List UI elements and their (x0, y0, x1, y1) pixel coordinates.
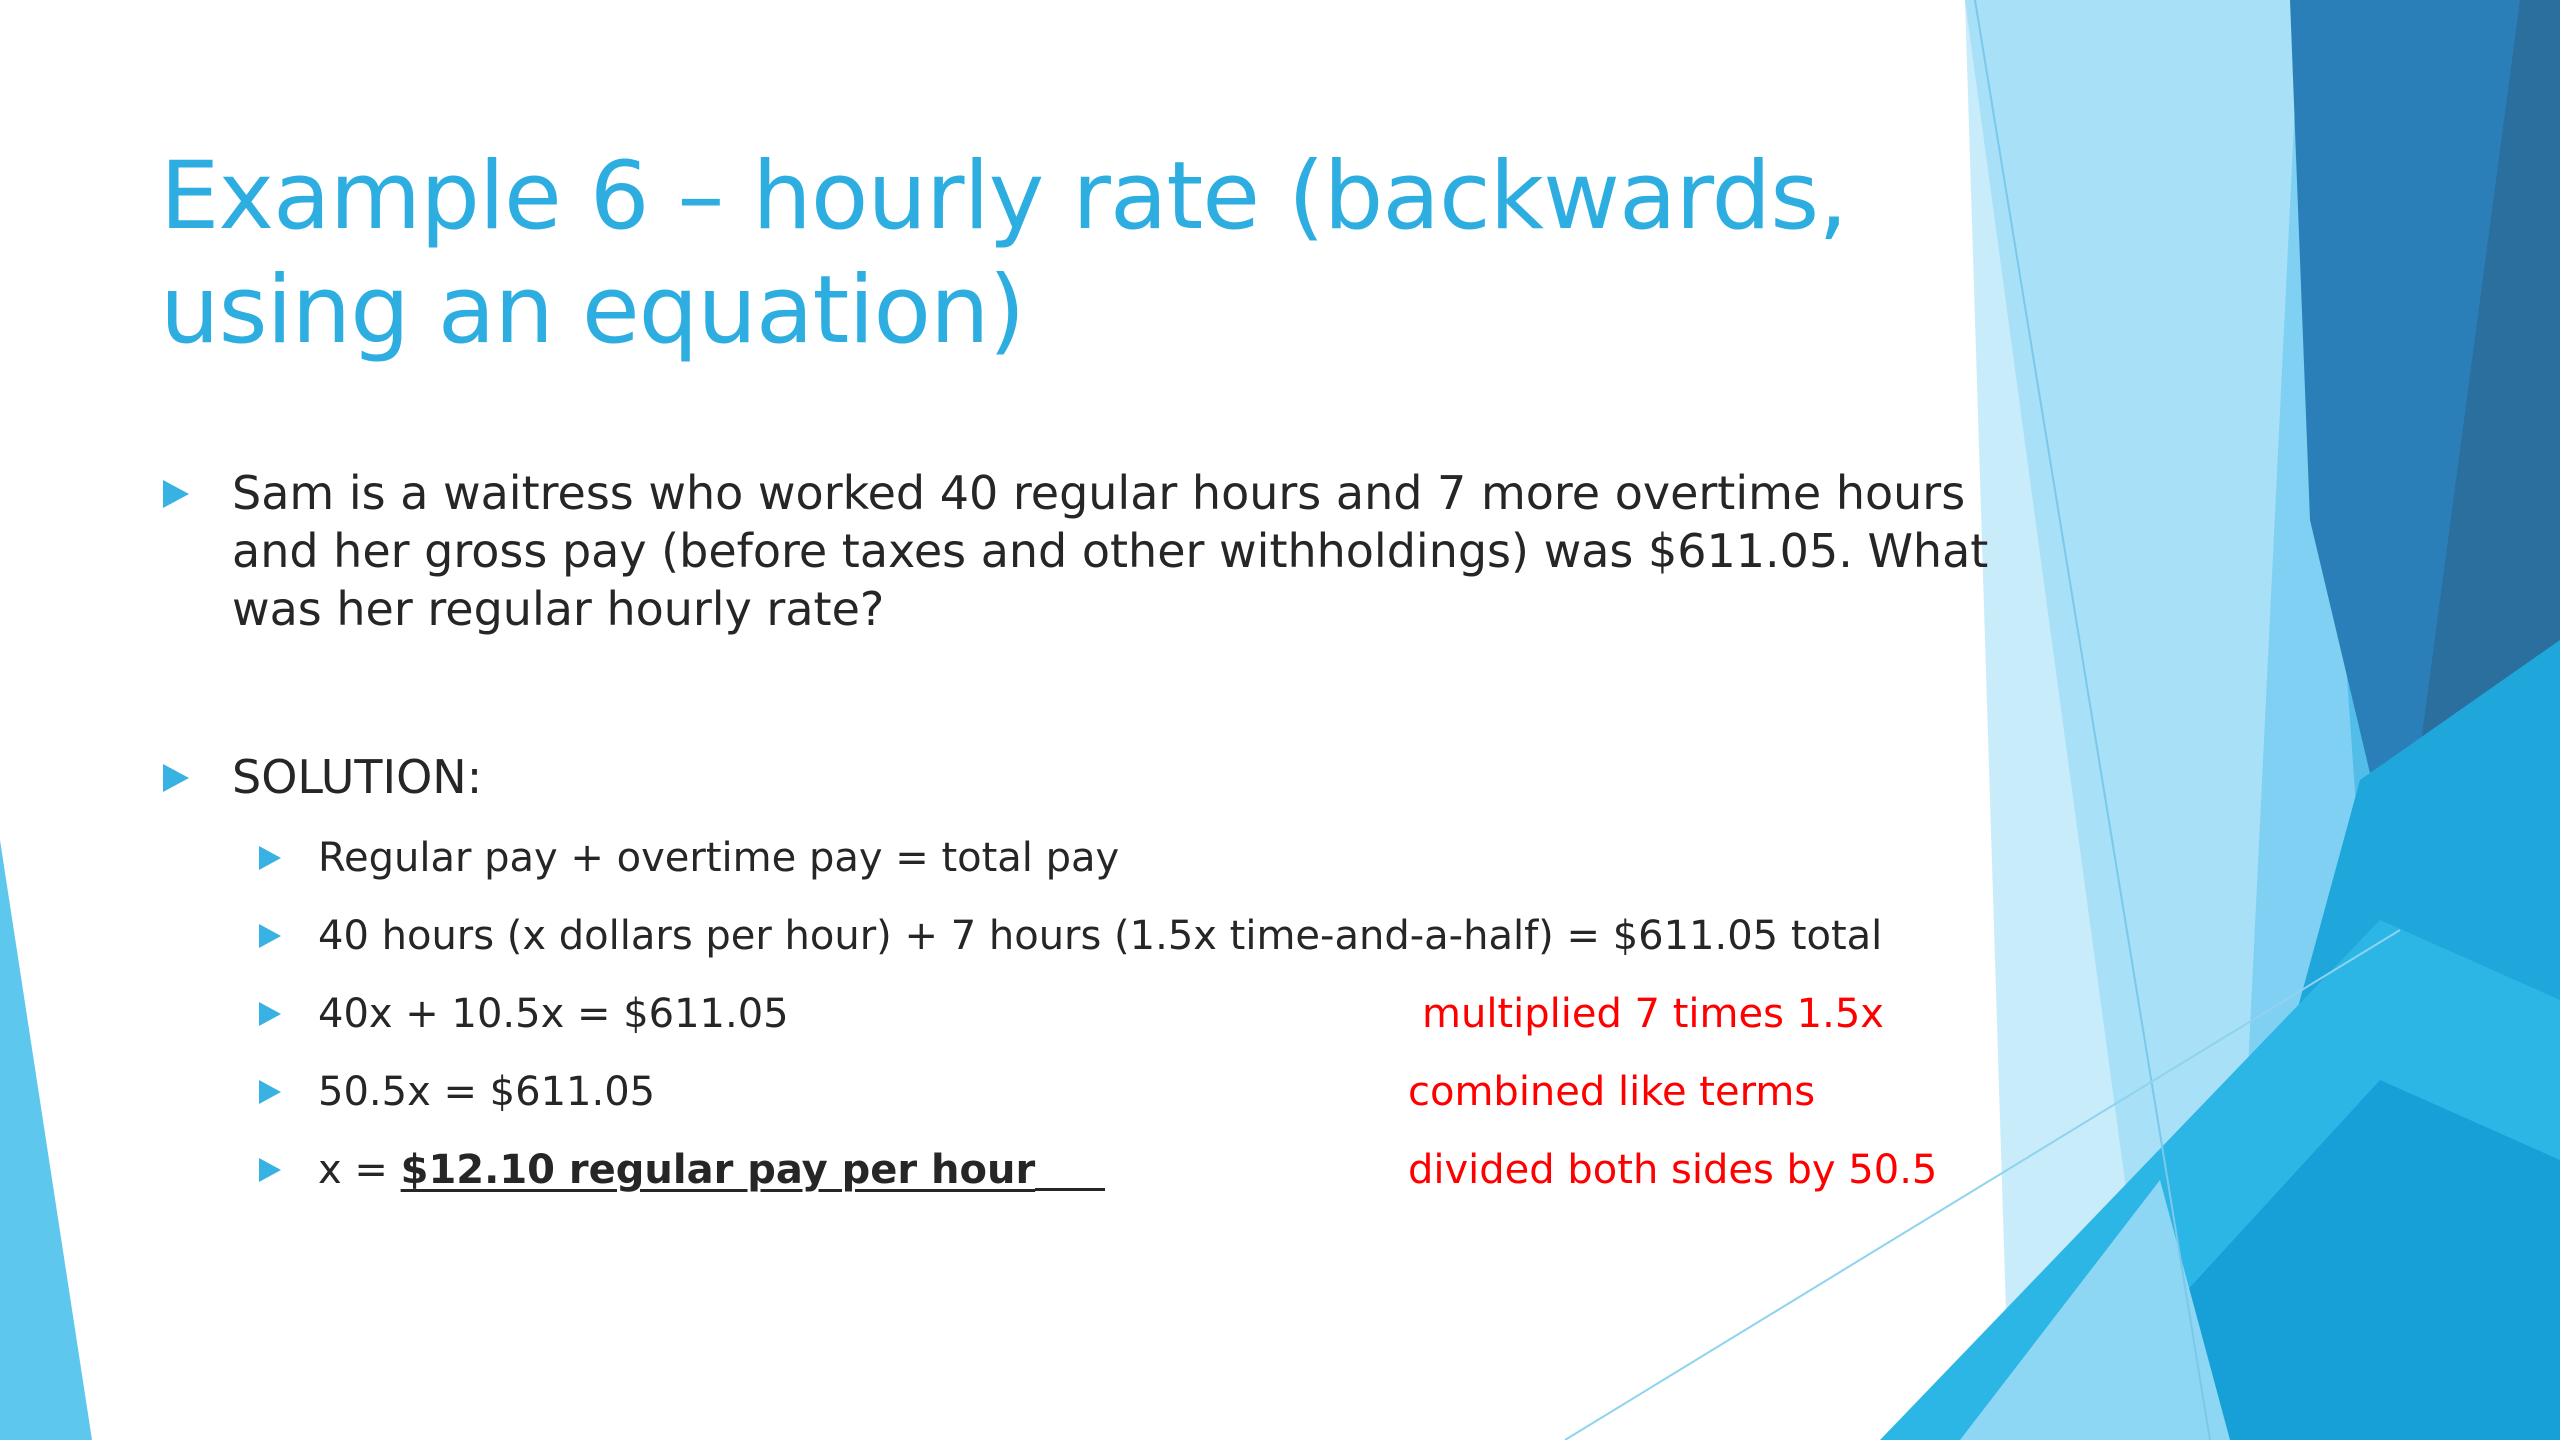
question-text: Sam is a waitress who worked 40 regular hours and 7 more overtime hours and her gross pay (before taxes and other withholdings) was $611.05. What was her regular hourly rate? (232, 466, 1989, 636)
step-text: Regular pay + overtime pay = total pay (318, 835, 1120, 881)
slide-title: Example 6 – hourly rate (backwards, using an equation) (160, 142, 1848, 365)
left-edge-shard (0, 840, 92, 1440)
step-note: divided both sides by 50.5 (1408, 1147, 1938, 1193)
answer-step (318, 1144, 1105, 1196)
solution-label: SOLUTION: (232, 750, 483, 804)
triangle-right-icon (259, 1002, 281, 1026)
triangle-right-icon (259, 1158, 281, 1182)
triangle-right-icon (259, 846, 281, 870)
answer-underline-blank (1035, 1187, 1105, 1191)
triangle-right-icon (163, 764, 189, 792)
step-text: 40 hours (x dollars per hour) + 7 hours (1.5x time-and-a-half) = $611.05 total (318, 913, 1883, 959)
triangle-right-icon (259, 924, 281, 948)
triangle-right-icon (259, 1080, 281, 1104)
step-text: 40x + 10.5x = $611.05 (318, 991, 789, 1037)
step-note: multiplied 7 times 1.5x (1422, 991, 1884, 1037)
step-note: combined like terms (1408, 1069, 1816, 1115)
step-text: 50.5x = $611.05 (318, 1069, 656, 1115)
answer-prefix: x = (318, 1147, 401, 1193)
triangle-right-icon (163, 480, 189, 508)
answer-value: $12.10 regular pay per hour (400, 1147, 1036, 1193)
